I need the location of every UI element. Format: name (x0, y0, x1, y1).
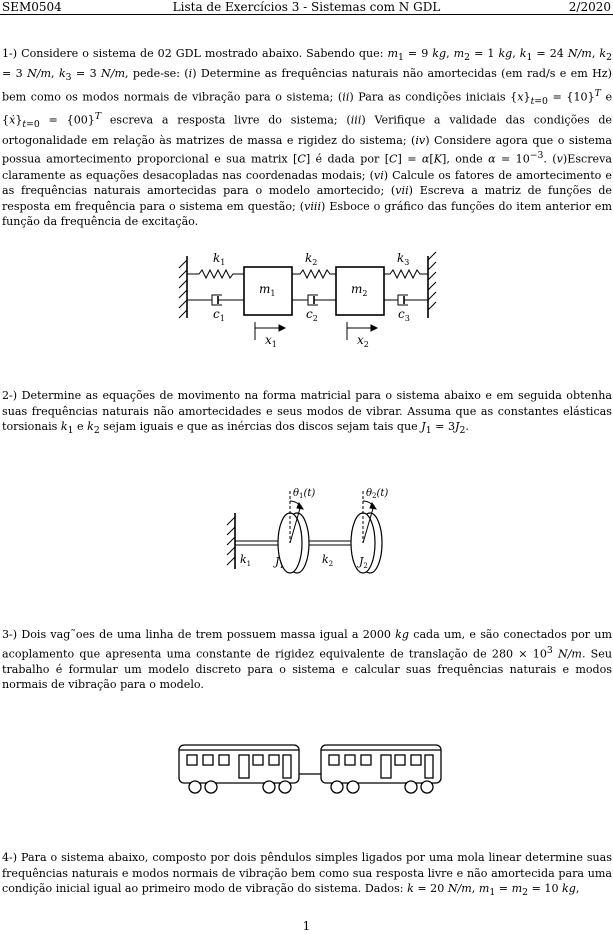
question-2-text: 2-) Determine as equações de movimento na forma matricial para o sistema abaixo e em seguida obtenha suas frequências naturais não amortecidades e seus modos de vibrar. Assuma que as constantes elásticas torsionais $k_1$ e $k_2$ sejam iguais e que as inércias dos discos sejam tais que $J_1 = 3J_2$. (2, 389, 612, 437)
label-c3: $c_3$ (398, 307, 410, 323)
label-theta2: $\theta_2(t)$ (366, 488, 389, 500)
label-k2: $k_2$ (305, 251, 318, 267)
label-c2: $c_2$ (306, 307, 318, 323)
header-rule (0, 14, 613, 15)
wagon-2 (321, 745, 441, 783)
label-m2: $m_2$ (351, 282, 368, 298)
damper-c2 (292, 295, 336, 305)
left-wall-hatch (179, 260, 187, 318)
figure-3-train-wagons (175, 738, 445, 798)
label-J1: $J_1$ (275, 555, 284, 570)
right-wall-hatch (428, 252, 436, 310)
question-1-text: 1-) Considere o sistema de 02 GDL mostrado abaixo. Sabendo que: $m_1 = 9$ kg, $m_2 = 1$ kg, $k_1 = 24$ N/m, $k_2 = 3$ N/m, $k_3 = 3$ N/m, pede-se: (i) Determine as frequências naturais não amortecidas (em rad/s e em Hz) bem como os modos normais de vibração para o sistema; (ii) Para as condições iniciais $\{x\}_{t=0} = \{10\}^T$ e $\{ẋ\}_{t=0} = \{00\}^T$ escreva a resposta livre do sistema; (iii) Verifique a validade das condições de ortogonalidade em relação às matrizes de massa e rigidez do sistema; (iv) Considere agora que o sistema possua amortecimento proporcional e sua matrix [C] é dada por [C] = α[K], onde $\alpha = 10^{-3}$. (v)Escreva claramente as equações desacopladas nas coordenadas modais; (vi) Calcule os fatores de amortecimento e as frequências naturais amortecidas para o modelo amortecido; (vii) Escreva a matriz de funções de resposta em frequência para o sistema em questão; (viii) Esboce o gráfico das funções do item anterior em função da frequência de excitação. (2, 47, 613, 229)
damper-c3 (384, 295, 428, 305)
question-4-text: 4-) Para o sistema abaixo, composto por dois pêndulos simples ligados por uma mola linear determine suas frequências naturais e modos normais de vibração bem como sua resposta livre e não amortecida para uma condição inicial igual ao primeiro modo de vibração do sistema. Dados: k = 20 N/m, $m_1 = m_2 = 10$ kg, (2, 851, 612, 899)
figure-1-two-dof-system (175, 248, 445, 353)
label-c1: $c_1$ (213, 307, 225, 323)
page-number: 1 (302, 919, 311, 933)
figure-2-torsional-system (225, 483, 415, 583)
torsion-wall-hatch (227, 517, 235, 565)
spring-k1 (187, 270, 244, 278)
damper-c1 (187, 295, 244, 305)
label-k2: $k_2$ (322, 553, 334, 568)
course-code: SEM0504 (2, 0, 62, 14)
document-title: Lista de Exercícios 3 - Sistemas com N GDL (172, 0, 441, 14)
label-m1: $m_1$ (259, 282, 276, 298)
spring-k3 (384, 270, 428, 278)
label-theta1: $\theta_1(t)$ (293, 488, 316, 500)
wagon-1 (179, 745, 299, 783)
label-k1: $k_1$ (213, 251, 226, 267)
label-x2: $x_2$ (357, 333, 369, 349)
spring-k2 (292, 270, 336, 278)
label-k1: $k_1$ (240, 553, 252, 568)
label-J2: $J_2$ (359, 555, 368, 570)
label-k3: $k_3$ (397, 251, 410, 267)
semester: 2/2020 (568, 0, 611, 14)
label-x1: $x_1$ (265, 333, 277, 349)
question-3-text: 3-) Dois vag˜oes de uma linha de trem possuem massa igual a 2000 kg cada um, e são conectados por um acoplamento que apresenta uma constante de rigidez equivalente de translação de $280 \times 10^3$ N/m. Seu trabalho é formular um modelo discreto para o sistema e calcular suas frequências naturais e modos normais de vibração para o modelo. (2, 628, 612, 692)
page-header (0, 0, 613, 14)
